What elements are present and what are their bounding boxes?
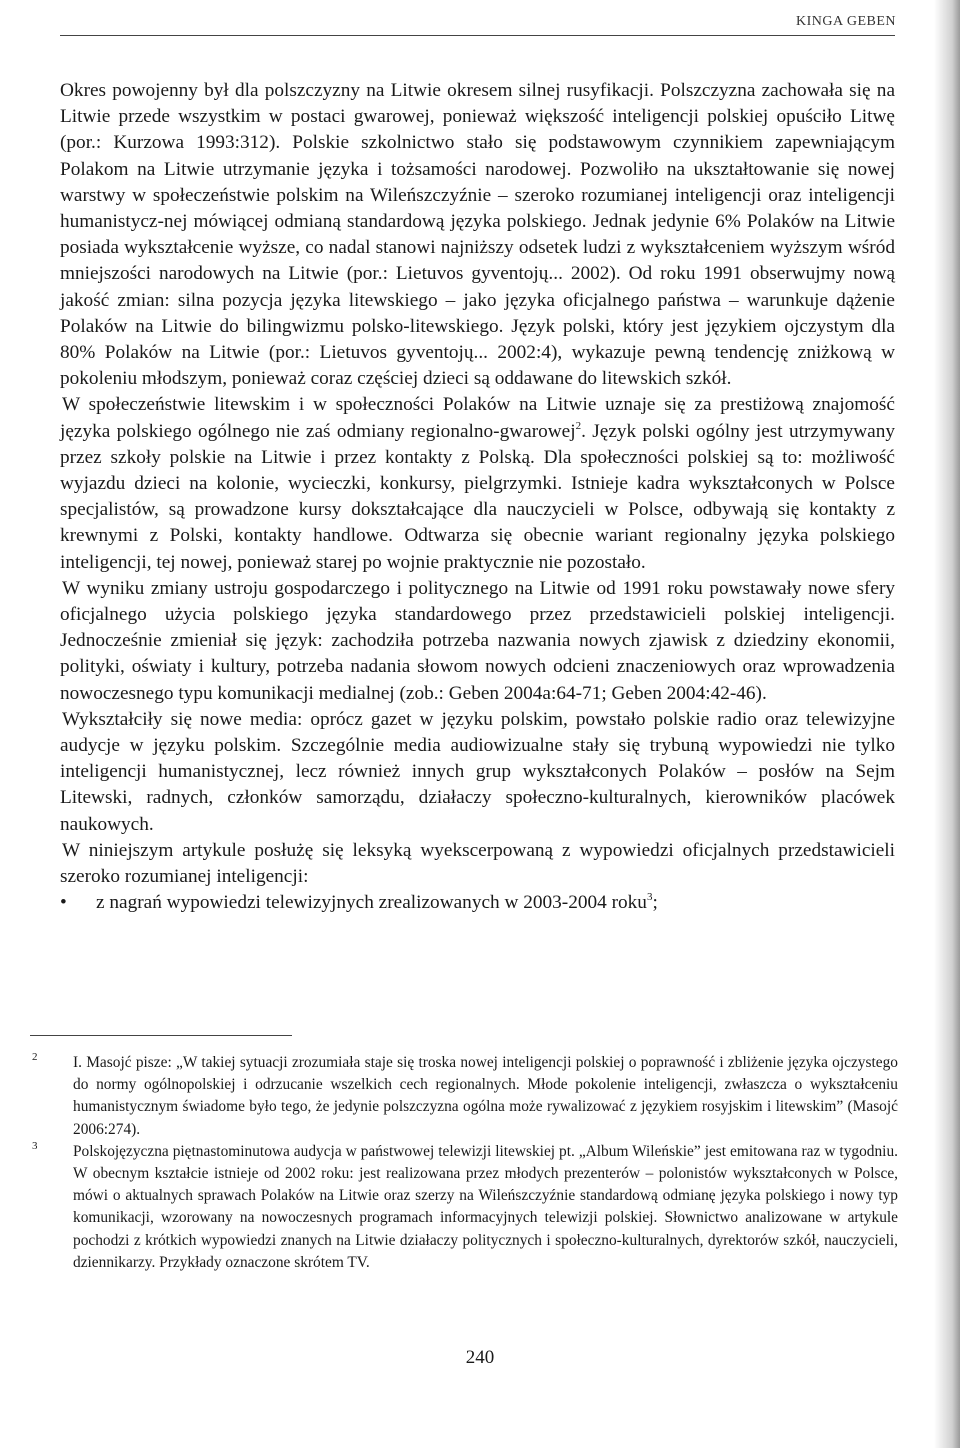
header-rule (60, 35, 895, 36)
footnote-ref-3[interactable]: 3 (646, 891, 653, 904)
paragraph-1: Okres powojenny był dla polszczyzny na Litwie okresem silnej rusyfikacji. Polszczyzna zachowała się na Litwie przede wszystkim w postaci gwarowej, ponieważ większość inteligencji polskiej opuściło Litwę (por.: Kurzowa 1993:312). Polskie szkolnictwo stało się podstawowym czynnikiem zapewniającym Polakom na Litwie utrzymanie języka i tożsamości narodowej. Pozwoliło na ukształtowanie się nowej warstwy w społeczeństwie polskim na Wileńszczyźnie – szeroko rozumianej inteligencji oraz inteligencji humanistycz-nej mówiącej odmianą standardową języka polskiego. Jednak jedynie 6% Polaków na Litwie posiada wykształcenie wyższe, co nadal stanowi najniższy odsetek ludzi z wykształceniem wyższym wśród mniejszości narodowych na Litwie (por.: Lietuvos gyventojų... 2002). Od roku 1991 obserwujmy nową jakość zmian: silna pozycja języka litewskiego – jako języka oficjalnego państwa – warunkuje dążenie Polaków na Litwie do bilingwizmu polsko-litewskiego. Język polski, który jest językiem ojczystym dla 80% Polaków na Litwie (por.: Lietuvos gyventojų... 2002:4), wykazuje pewną tendencję zniżkową w pokoleniu młodszym, ponieważ coraz częściej dzieci są oddawane do litewskich szkół. (60, 80, 895, 390)
running-head-author: KINGA GEBEN (796, 14, 896, 29)
footnote-number: 3 (32, 1139, 38, 1152)
footnote-2 (30, 1052, 898, 1141)
main-text (60, 78, 895, 917)
paragraph-4: Wykształciły się nowe media: oprócz gazet w języku polskim, powstało polskie radio oraz telewizyjne audycje w języku polskim. Szczególnie media audiowizualne stały się trybuną wypowiedzi nie tylko inteligencji humanistycznej, lecz również innych grup wykształconych Polaków – posłów na Sejm Litewski, radnych, członków samorządu, działaczy społeczno-kulturalnych, kierowników placówek naukowych. (60, 708, 895, 835)
list-item-tail: ; (652, 892, 658, 914)
list-item (60, 890, 895, 916)
list-item-text: z nagrań wypowiedzi telewizyjnych zrealizowanych w 2003-2004 roku (96, 892, 647, 914)
bullet-icon: • (60, 892, 67, 914)
paragraph-2 (60, 392, 895, 575)
bullet-list (60, 890, 895, 916)
footnote-text: I. Masojć pisze: „W takiej sytuacji zrozumiała staje się troska nowej inteligencji polskiej o poprawność i zbliżenie języka ojczystego do normy ogólnopolskiej i odrzucanie wszelkich cech regionalnych. Młode pokolenie inteligencji, zwłaszcza o wykształceniu humanistycznym świadome było tego, że jedynie polszczyzna ogólna może rywalizować z językiem rosyjskim i litewskim” (Masojć 2006:274). (73, 1054, 898, 1138)
footnote-number: 2 (32, 1051, 38, 1063)
page-number: 240 (465, 1347, 495, 1368)
footnote-3 (30, 1141, 898, 1274)
footnote-ref-2[interactable]: 2 (575, 419, 582, 432)
page-edge-shadow (934, 0, 960, 1448)
footnotes (30, 1052, 898, 1274)
paragraph-3: W wyniku zmiany ustroju gospodarczego i politycznego na Litwie od 1991 roku powstawały nowe sfery oficjalnego użycia polskiego języka standardowego przez przedstawicieli polskiej inteligencji. Jednocześnie zmieniał się język: zachodziła potrzeba nazwania nowych zjawisk z dziedziny ekonomii, polityki, oświaty i kultury, potrzeba nadania słowom nowych odcieni znaczeniowych oraz wprowadzenia nowoczesnego typu komunikacji medialnej (zob.: Geben 2004a:64-71; Geben 2004:42-46). (60, 577, 895, 704)
footnote-text: Polskojęzyczna piętnastominutowa audycja w państwowej telewizji litewskiej pt. „Album Wileńskie” jest emitowana raz w tygodniu. W obecnym kształcie istnieje od 2002 roku: jest realizowana przez młodych prezenterów – polonistów wykształconych w Polsce, mówi o aktualnych sprawach Polaków na Litwie oraz szerzy na Wileńszczyźnie standardową odmianę języka polskiego i nowy typ komunikacji, wzorowany na nowoczesnych programach informacyjnych telewizji polskiej. Słownictwo analizowane w artykule pochodzi z krótkich wypowiedzi znanych na Litwie działaczy politycznych i społeczno-kulturalnych, dyrektorów szkół, nauczycieli, dziennikarzy. Przykłady oznaczone skrótem TV. (73, 1142, 898, 1271)
footnote-rule (30, 1035, 292, 1036)
paragraph-2-rest: . Język polski ogólny jest utrzymywany przez szkoły polskie na Litwie i przez kontakty z Polską. Dla społeczności polskiej są to: możliwość wyjazdu dzieci na kolonie, wycieczki, konkursy, pielgrzymki. Istnieje kadra wykształconych w Polsce specjalistów, są prowadzone kursy dokształcające dla nauczycieli w Polsce, odbywają się kontakty z krewnymi z Polski, kontakty handlowe. Odtwarza się obecnie wariant regionalny języka polskiego inteligencji, tej nowej, ponieważ starej po wojnie praktycznie nie pozostało. (60, 420, 895, 573)
paragraph-2-start: W społeczeństwie litewskim i w społeczności Polaków na Litwie uznaje się za prestiżową znajomość języka polskiego ogólnego nie zaś odmiany regionalno-gwarowej (60, 394, 895, 442)
paragraph-5: W niniejszym artykule posłużę się leksyką wyekscerpowaną z wypowiedzi oficjalnych przedstawicieli szeroko rozumianej inteligencji: (60, 839, 895, 888)
